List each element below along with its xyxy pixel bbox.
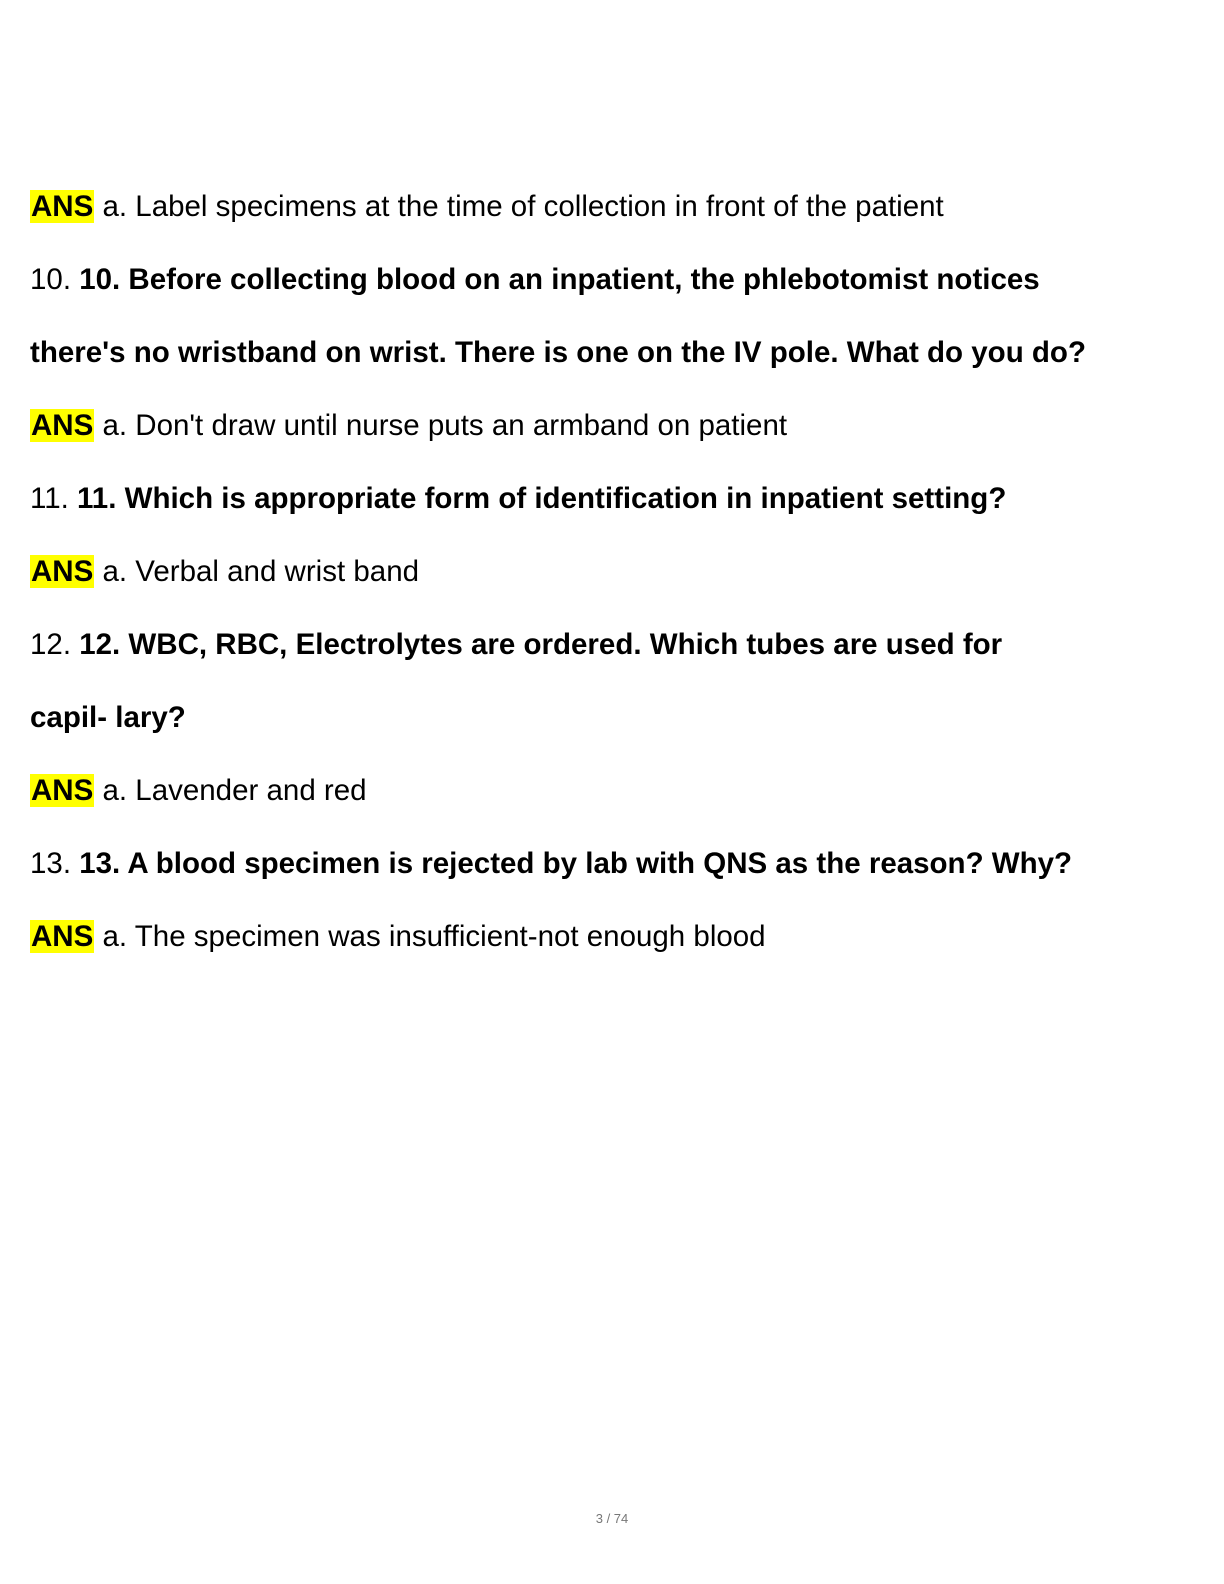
answer-text: a. Lavender and red [102,774,367,807]
ans-label: ANS [31,774,94,807]
page-indicator: 3 / 74 [595,1511,629,1526]
question-line [30,462,1200,535]
question-number: 10. [30,263,72,296]
answer-line [30,754,1200,827]
answer-line [30,535,1200,608]
ans-label: ANS [31,555,94,588]
question-line [30,243,1200,316]
ans-label: ANS [31,920,94,953]
document-body [30,170,1200,973]
question-line [30,608,1200,681]
answer-text: a. The specimen was insufficient-not enough blood [102,920,766,953]
question-text: 13. A blood specimen is rejected by lab with QNS as the reason? Why? [79,847,1073,880]
answer-line [30,389,1200,462]
answer-text: a. Verbal and wrist band [102,555,420,588]
question-text: there's no wristband on wrist. There is one on the IV pole. What do you do? [30,336,1086,369]
question-text: 11. Which is appropriate form of identification in inpatient setting? [77,482,1007,515]
ans-label: ANS [31,409,94,442]
question-number: 12. [30,628,72,661]
answer-text: a. Label specimens at the time of collection in front of the patient [102,190,944,223]
question-line-continued [30,316,1200,389]
question-line-continued [30,681,1200,754]
question-text: 10. Before collecting blood on an inpatient, the phlebotomist notices [79,263,1040,296]
question-line [30,827,1200,900]
answer-text: a. Don't draw until nurse puts an armband on patient [102,409,788,442]
question-text: 12. WBC, RBC, Electrolytes are ordered. Which tubes are used for [79,628,1003,661]
answer-line [30,170,1200,243]
answer-line [30,900,1200,973]
question-number: 13. [30,847,72,880]
question-number: 11. [30,482,69,515]
question-text: capil- lary? [30,701,186,734]
ans-label: ANS [31,190,94,223]
